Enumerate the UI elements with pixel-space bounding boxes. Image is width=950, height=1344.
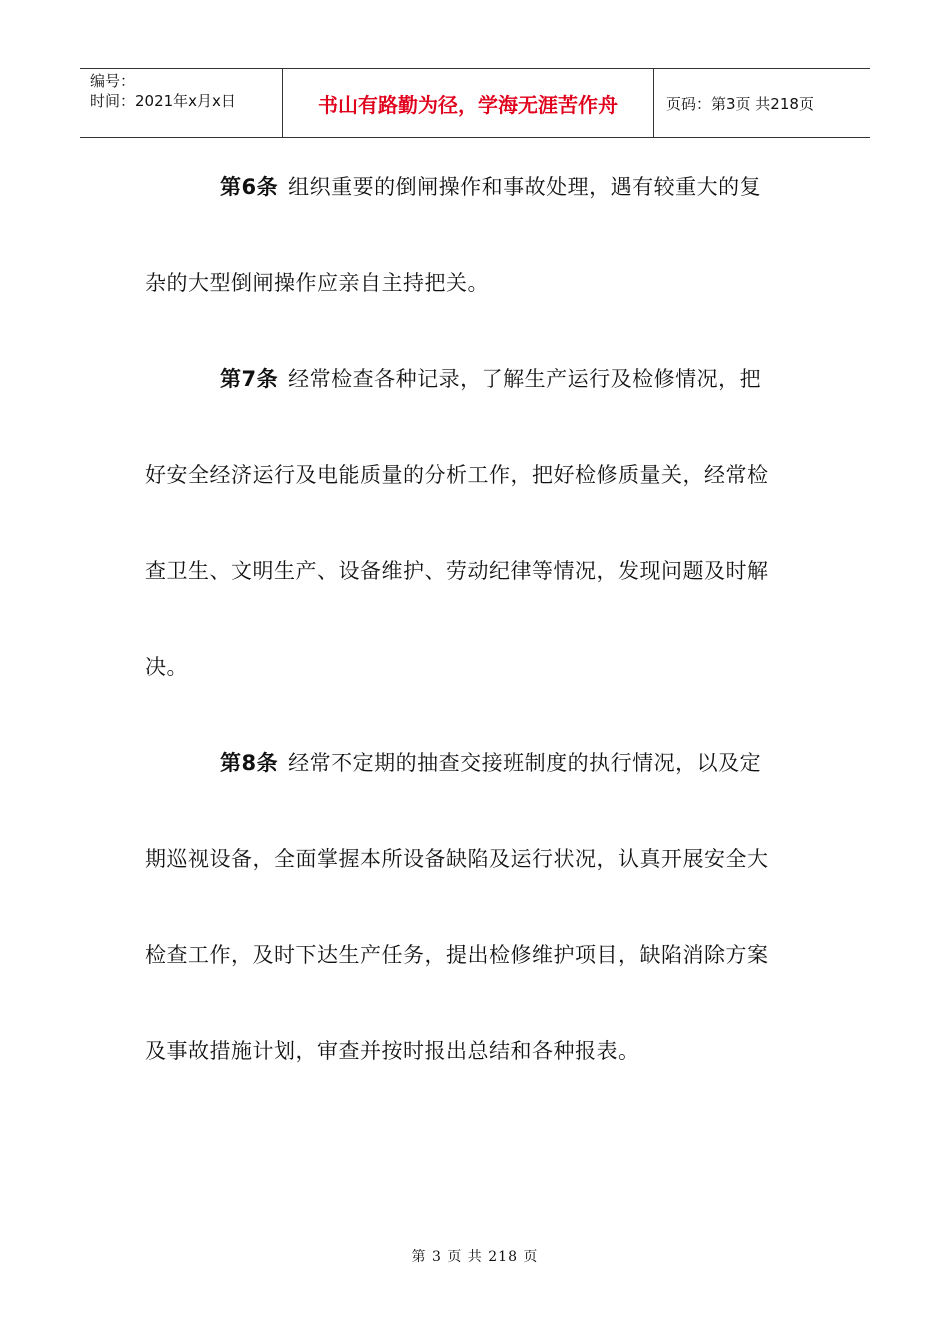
paragraph-line: 检查工作，及时下达生产任务，提出检修维护项目，缺陷消除方案 [145, 943, 769, 967]
paragraph-line [145, 160, 795, 256]
paragraph-line [145, 736, 795, 832]
paragraph-text: 经常检查各种记录，了解生产运行及检修情况，把 [288, 367, 762, 391]
page-header [80, 68, 870, 138]
document-body [145, 160, 795, 1120]
header-page-info: 页码：第3页 共218页 [666, 94, 814, 113]
paragraph-line: 查卫生、文明生产、设备维护、劳动纪律等情况，发现问题及时解 [145, 559, 769, 583]
paragraph-line: 决。 [145, 655, 188, 679]
header-meta [80, 69, 282, 137]
paragraph-text: 组织重要的倒闸操作和事故处理，遇有较重大的复 [288, 175, 762, 199]
article-label: 第8条 [220, 751, 279, 775]
paragraph-line [145, 352, 795, 448]
page-footer: 第 3 页 共 218 页 [411, 1249, 539, 1265]
paragraph-line: 杂的大型倒闸操作应亲自主持把关。 [145, 271, 489, 295]
header-motto: 书山有路勤为径，学海无涯苦作舟 [282, 69, 654, 137]
paragraph-line: 及事故措施计划，审查并按时报出总结和各种报表。 [145, 1039, 640, 1063]
article-label: 第7条 [220, 367, 279, 391]
paragraph-text: 经常不定期的抽查交接班制度的执行情况，以及定 [288, 751, 762, 775]
paragraph-line: 期巡视设备，全面掌握本所设备缺陷及运行状况，认真开展安全大 [145, 847, 769, 871]
paragraph-line: 好安全经济运行及电能质量的分析工作，把好检修质量关，经常检 [145, 463, 769, 487]
document-time-label: 时间：2021年x月x日 [90, 92, 236, 110]
document-number-label: 编号： [90, 72, 136, 90]
article-label: 第6条 [220, 175, 279, 199]
